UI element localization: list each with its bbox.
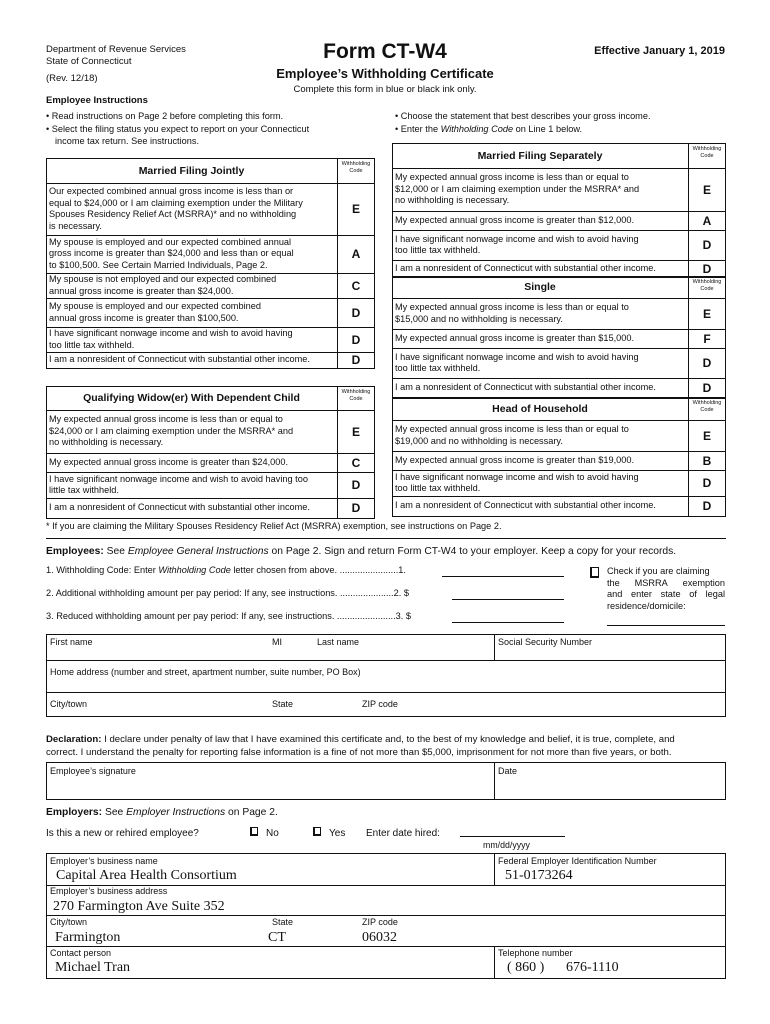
withholding-code: D — [702, 499, 712, 513]
ink-instruction: Complete this form in blue or black ink only. — [293, 84, 477, 95]
single-title: Single — [524, 281, 556, 293]
msrra-checkbox[interactable] — [590, 567, 599, 578]
fein-label: Federal Employer Identification Number — [498, 856, 657, 866]
msrra-text: and enter state of legal — [607, 589, 725, 599]
first-name-label: First name — [50, 637, 93, 647]
withholding-code-label: Withholding — [341, 389, 371, 395]
statement-text: My spouse is employed and our expected combined — [49, 301, 261, 311]
revision: (Rev. 12/18) — [46, 73, 98, 84]
qw-title: Qualifying Widow(er) With Dependent Child — [83, 392, 300, 404]
divider — [392, 298, 726, 299]
ssn-field[interactable] — [498, 647, 718, 659]
line-2-label: 2. Additional withholding amount per pay period: If any, see instructions. .....................2. $ — [46, 588, 409, 598]
divider — [46, 915, 726, 916]
mi-label: MI — [272, 637, 282, 647]
employer-zip-field[interactable]: 06032 — [362, 930, 397, 945]
employer-city-field[interactable]: Farmington — [55, 930, 121, 945]
fein-field[interactable]: 51-0173264 — [505, 868, 573, 883]
divider — [46, 352, 375, 353]
statement-text: is necessary. — [49, 220, 102, 231]
withholding-code: F — [703, 331, 711, 346]
withholding-code: E — [702, 182, 711, 197]
signature-label: Employee’s signature — [50, 766, 136, 776]
withholding-code: E — [351, 424, 360, 439]
line-3-label: 3. Reduced withholding amount per pay period: If any, see instructions. .......................3. $ — [46, 611, 411, 621]
city-field[interactable] — [50, 705, 265, 716]
divider — [392, 420, 726, 421]
statement-text: gross income is greater than $24,000 and less than or equal — [49, 248, 294, 259]
statement-text: I am a nonresident of Connecticut with substantial other income. — [49, 502, 310, 513]
hoh-title: Head of Household — [492, 402, 588, 415]
divider — [494, 946, 495, 979]
withholding-code: C — [351, 278, 361, 293]
business-address-field[interactable]: 270 Farmington Ave Suite 352 — [53, 899, 225, 914]
no-checkbox[interactable] — [250, 827, 258, 836]
statement-text: $24,000 or I am claiming exemption under the MSRRA* and — [49, 425, 294, 436]
phone-area-field[interactable]: ( 860 ) — [507, 960, 545, 975]
home-address-label: Home address (number and street, apartment number, suite number, PO Box) — [50, 667, 361, 677]
withholding-code-label: Code — [349, 168, 363, 174]
statement-text: My expected annual gross income is less than or equal to — [395, 424, 629, 434]
zip-field[interactable] — [362, 705, 482, 716]
date-field[interactable] — [498, 778, 718, 798]
statement-text: no withholding is necessary. — [395, 195, 510, 206]
statement-text: little tax withheld. — [49, 485, 119, 495]
business-name-field[interactable]: Capital Area Health Consortium — [56, 868, 237, 883]
date-format-hint: mm/dd/yyyy — [483, 840, 530, 850]
statement-text: to $100,500. See Certain Married Individuals, Page 2. — [49, 259, 268, 270]
withholding-code: D — [702, 238, 712, 252]
contact-label: Contact person — [50, 948, 112, 958]
mfj-title: Married Filing Jointly — [138, 164, 245, 177]
hire-date-label: Enter date hired: — [366, 828, 440, 839]
statement-text: $15,000 and no withholding is necessary. — [395, 313, 563, 324]
withholding-code: E — [351, 202, 360, 216]
statement-text: I have significant nonwage income and wish to avoid having — [395, 471, 639, 482]
additional-withholding-field[interactable] — [452, 599, 564, 600]
statement-text: too little tax withheld. — [395, 245, 481, 255]
reduced-withholding-field[interactable] — [452, 622, 564, 623]
statement-text: Spouses Residency Relief Act (MSRRA)* and no withholding — [49, 209, 297, 219]
last-name-field[interactable] — [317, 647, 487, 659]
instruction-line: income tax return. See instructions. — [55, 136, 200, 146]
msrra-text: Check if you are claiming — [607, 566, 710, 576]
msrra-text: residence/domicile: — [607, 601, 686, 611]
form-subtitle: Employee’s Withholding Certificate — [276, 66, 494, 81]
statement-text: too little tax withheld. — [395, 483, 481, 493]
withholding-code: D — [702, 356, 712, 370]
divider — [494, 853, 495, 885]
statement-text: My expected annual gross income is greater than $15,000. — [395, 332, 635, 343]
withholding-code: D — [351, 332, 361, 347]
divider — [494, 634, 495, 660]
withholding-code: D — [351, 353, 361, 367]
withholding-code: C — [351, 455, 361, 470]
withholding-code: E — [702, 306, 711, 321]
withholding-code: B — [702, 453, 712, 468]
statement-text: equal to $24,000 or I am claiming exemption under the Military — [49, 197, 303, 208]
business-address-label: Employer’s business address — [50, 886, 168, 896]
instruction-line: • Enter the Withholding Code on Line 1 below. — [395, 124, 583, 134]
business-name-label: Employer’s business name — [50, 856, 158, 866]
effective-date: Effective January 1, 2019 — [594, 45, 725, 57]
first-name-field[interactable] — [50, 647, 265, 659]
statement-text: annual gross income is greater than $100,500. — [49, 312, 239, 323]
withholding-code-label: Withholding — [692, 400, 722, 406]
yes-checkbox[interactable] — [313, 827, 321, 836]
withholding-code: D — [702, 476, 712, 490]
divider — [46, 660, 726, 661]
employer-state-field[interactable]: CT — [268, 930, 286, 945]
withholding-code-field[interactable] — [442, 576, 564, 577]
divider — [46, 183, 375, 184]
statement-text: My spouse is not employed and our expected combined — [49, 274, 277, 284]
divider — [392, 348, 726, 349]
home-address-field[interactable] — [50, 678, 720, 690]
msrra-text: the MSRRA exemption — [607, 578, 725, 588]
divider — [688, 143, 689, 277]
state-label: State — [272, 699, 294, 709]
statement-text: My expected annual gross income is less than or equal to — [395, 302, 629, 312]
line-1-label: 1. Withholding Code: Enter Withholding Code letter chosen from above. .......................1. — [46, 565, 406, 575]
last-name-label: Last name — [317, 637, 360, 647]
divider — [46, 946, 726, 947]
statement-text: Our expected combined annual gross income is less than or — [49, 186, 294, 196]
statement-text: My expected annual gross income is greater than $12,000. — [395, 214, 635, 225]
withholding-code-label: Withholding — [692, 279, 722, 285]
mi-field[interactable] — [272, 647, 312, 659]
hire-date-field[interactable] — [460, 836, 565, 837]
divider — [392, 168, 726, 169]
divider — [46, 453, 375, 454]
statement-text: I am a nonresident of Connecticut with substantial other income. — [395, 382, 656, 393]
state-field[interactable] — [272, 705, 352, 716]
divider — [494, 762, 495, 800]
date-label: Date — [498, 766, 518, 776]
withholding-code: A — [702, 213, 712, 228]
divider — [46, 692, 726, 693]
statement-text: no withholding is necessary. — [49, 437, 164, 448]
divider — [46, 298, 375, 299]
statement-text: I have significant nonwage income and wish to avoid having — [395, 233, 639, 244]
msrra-footnote: * If you are claiming the Military Spouses Residency Relief Act (MSRRA) exemption, see instructions on Page 2. — [46, 521, 502, 531]
statement-text: My expected annual gross income is less than or equal to — [395, 172, 629, 183]
divider — [46, 498, 375, 499]
employer-zip-label: ZIP code — [362, 917, 398, 927]
no-label: No — [266, 828, 279, 839]
yes-label: Yes — [329, 828, 346, 839]
statement-text: I have significant nonwage income and wish to avoid having — [49, 328, 293, 338]
msrra-state-field[interactable] — [607, 625, 725, 626]
statement-text: too little tax withheld. — [49, 339, 135, 350]
statement-text: I am a nonresident of Connecticut with substantial other income. — [49, 354, 310, 365]
employers-heading: Employers: See Employer Instructions on Page 2. — [46, 807, 278, 818]
withholding-code-label: Withholding — [692, 146, 722, 152]
ssn-label: Social Security Number — [498, 637, 593, 647]
withholding-code-label: Withholding — [341, 161, 371, 167]
statement-text: My expected annual gross income is greater than $19,000. — [395, 454, 635, 465]
withholding-code: D — [702, 261, 712, 276]
statement-text: My spouse is employed and our expected combined annual — [49, 236, 292, 247]
statement-text: annual gross income is greater than $24,000. — [49, 285, 234, 296]
instruction-line: • Select the filing status you expect to report on your Connecticut — [46, 124, 310, 134]
state-name: State of Connecticut — [46, 56, 132, 67]
statement-text: My expected annual gross income is less than or equal to — [49, 414, 283, 425]
divider — [392, 211, 726, 212]
instruction-line: • Read instructions on Page 2 before completing this form. — [46, 111, 284, 121]
phone-number-field[interactable]: 676-1110 — [566, 960, 619, 975]
statement-text: My expected annual gross income is greater than $24,000. — [49, 456, 289, 467]
divider — [392, 496, 726, 497]
withholding-code-label: Code — [700, 407, 714, 413]
employer-state-label: State — [272, 917, 294, 927]
zip-label: ZIP code — [362, 699, 398, 709]
city-label: City/town — [50, 699, 88, 709]
statement-text: I have significant nonwage income and wish to avoid having too — [49, 473, 308, 484]
statement-text: too little tax withheld. — [395, 363, 481, 373]
instruction-line: • Choose the statement that best describes your gross income. — [395, 111, 651, 121]
divider — [392, 230, 726, 231]
contact-field[interactable]: Michael Tran — [55, 960, 131, 975]
withholding-code: E — [702, 428, 711, 443]
withholding-code: D — [351, 305, 361, 320]
mfs-title: Married Filing Separately — [477, 149, 603, 162]
withholding-code-label: Code — [700, 286, 714, 292]
form-title: Form CT-W4 — [323, 40, 447, 63]
divider — [392, 378, 726, 379]
divider — [46, 538, 726, 539]
statement-text: I am a nonresident of Connecticut with substantial other income. — [395, 500, 656, 511]
employer-city-label: City/town — [50, 917, 88, 927]
declaration-text: correct. I understand the penalty for reporting false information is a fine of not more than $5,000, imprisonment for not more than five years, or both. — [46, 747, 672, 758]
statement-text: I have significant nonwage income and wish to avoid having — [395, 351, 639, 362]
withholding-code: A — [351, 247, 361, 261]
employee-instructions-heading: Employee Instructions — [46, 95, 148, 106]
phone-label: Telephone number — [498, 948, 573, 958]
dept-name: Department of Revenue Services — [46, 44, 186, 55]
signature-field[interactable] — [50, 778, 486, 798]
new-employee-question: Is this a new or rehired employee? — [46, 828, 199, 839]
statement-text: $12,000 or I am claiming exemption under the MSRRA* and — [395, 183, 640, 194]
divider — [392, 329, 726, 330]
employees-heading: Employees: See Employee General Instructions on Page 2. Sign and return Form CT-W4 to your employer. Keep a copy for your records. — [46, 546, 677, 557]
withholding-code-label: Code — [349, 396, 363, 402]
divider — [46, 410, 375, 411]
statement-text: $19,000 and no withholding is necessary. — [395, 435, 563, 446]
divider — [392, 451, 726, 452]
declaration-text: Declaration: I declare under penalty of law that I have examined this certificate and, to the best of my knowledge and belief, it is true, complete, and — [46, 734, 675, 745]
withholding-code: D — [351, 501, 361, 515]
statement-text: I am a nonresident of Connecticut with substantial other income. — [395, 262, 656, 273]
withholding-code: D — [351, 478, 361, 492]
withholding-code-label: Code — [700, 153, 714, 159]
divider — [392, 260, 726, 261]
withholding-code: D — [702, 381, 712, 395]
